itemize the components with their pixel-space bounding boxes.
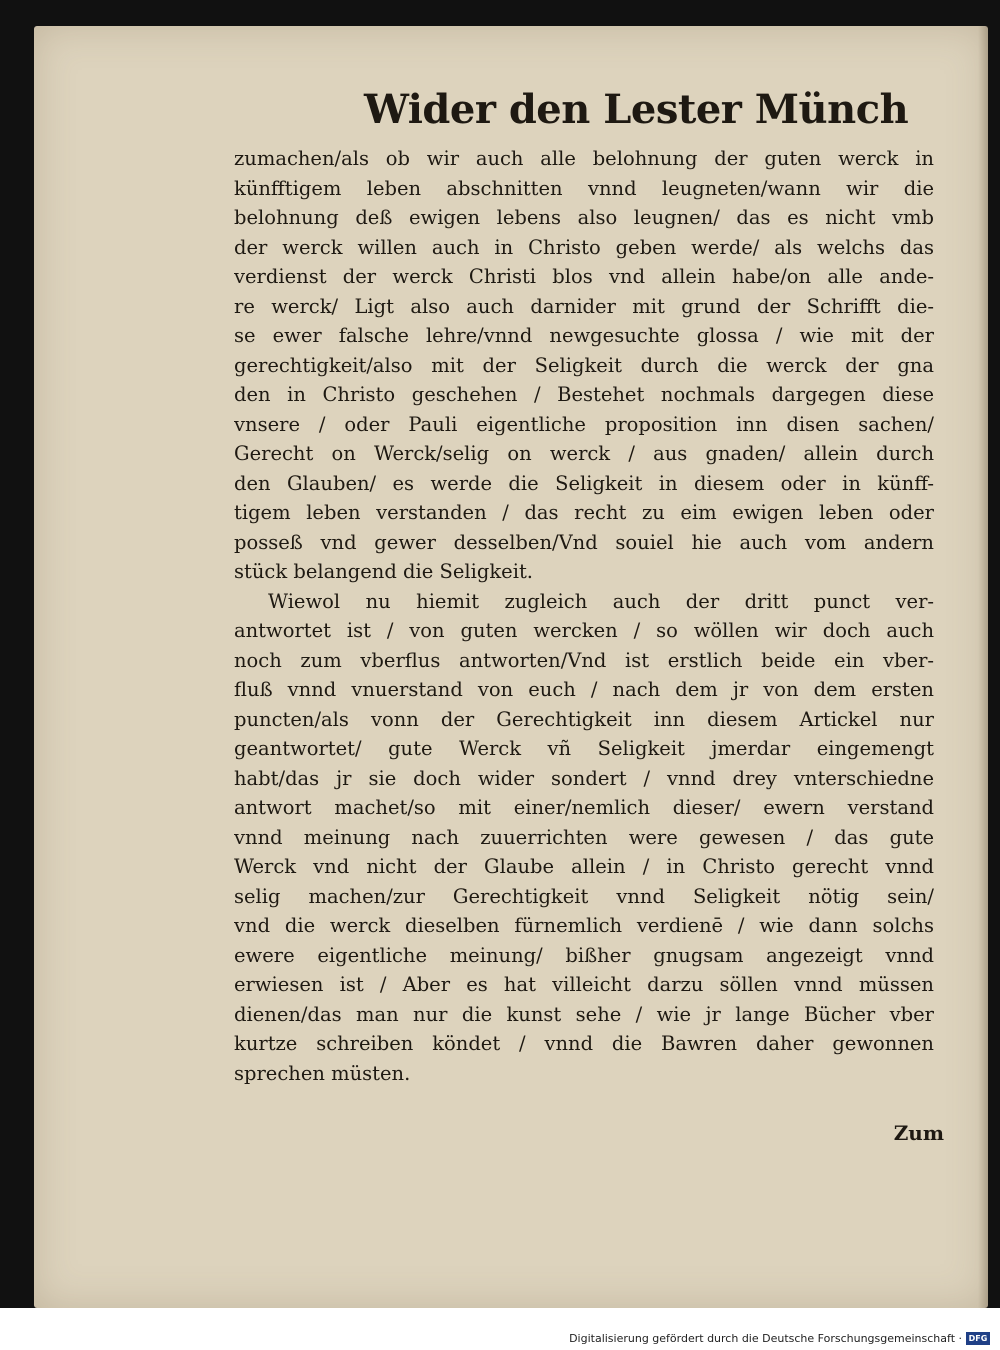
text-line: zumachen/als ob wir auch alle belohnung der guten werck in <box>234 147 934 170</box>
dfg-logo-icon: DFG <box>966 1332 990 1345</box>
text-line: stück belangend die Seligkeit. <box>234 560 533 583</box>
text-line: belohnung deß ewigen lebens also leugnen/ das es nicht vmb <box>234 206 934 229</box>
text-line: antwort machet/so mit einer/nemlich dieser/ ewern verstand <box>234 796 934 819</box>
text-line: gerechtigkeit/also mit der Seligkeit durch die werck der gna <box>234 353 934 377</box>
text-line: posseß vnd gewer desselben/Vnd souiel hie auch vom andern <box>234 530 934 554</box>
text-line: antwortet ist / von guten wercken / so wöllen wir doch auch <box>234 619 934 642</box>
text-line: ewere eigentliche meinung/ bißher gnugsam angezeigt vnnd <box>234 943 934 967</box>
text-line: künfftigem leben abschnitten vnnd leugneten/wann wir die <box>234 176 934 200</box>
text-line: kurtze schreiben köndet / vnnd die Bawren daher gewonnen <box>234 1032 934 1055</box>
running-head: Wider den Lester Münch <box>364 86 909 133</box>
text-line: se ewer falsche lehre/vnnd newgesuchte glossa / wie mit der <box>234 324 934 347</box>
text-line: Wiewol nu hiemit zugleich auch der dritt punct ver- <box>268 589 934 613</box>
footer-bar <box>0 1308 1000 1350</box>
text-line: fluß vnnd vnuerstand von euch / nach dem jr von dem ersten <box>234 678 934 701</box>
text-line: verdienst der werck Christi blos vnd allein habe/on alle ande- <box>234 265 934 288</box>
text-line: vnsere / oder Pauli eigentliche proposition inn disen sachen/ <box>234 412 934 436</box>
text-line: den in Christo geschehen / Bestehet nochmals dargegen diese <box>234 383 934 406</box>
text-line: puncten/als vonn der Gerechtigkeit inn diesem Artickel nur <box>234 707 934 731</box>
text-line: tigem leben verstanden / das recht zu eim ewigen leben oder <box>234 501 934 524</box>
text-line: Gerecht on Werck/selig on werck / aus gnaden/ allein durch <box>234 442 934 465</box>
text-line: re werck/ Ligt also auch darnider mit grund der Schrifft die- <box>234 294 934 318</box>
text-line: selig machen/zur Gerechtigkeit vnnd Seligkeit nötig sein/ <box>234 884 934 908</box>
text-line: habt/das jr sie doch wider sondert / vnnd drey vnterschiedne <box>234 766 934 790</box>
text-line: Werck vnd nicht der Glaube allein / in Christo gerecht vnnd <box>234 855 934 878</box>
text-line: der werck willen auch in Christo geben werde/ als welchs das <box>234 235 934 259</box>
text-line: vnnd meinung nach zuuerrichten were gewesen / das gute <box>234 825 934 849</box>
text-line: den Glauben/ es werde die Seligkeit in diesem oder in künff- <box>234 471 934 495</box>
text-line: geantwortet/ gute Werck vñ Seligkeit jmerdar eingemengt <box>234 737 934 760</box>
book-page <box>34 26 988 1308</box>
text-line: erwiesen ist / Aber es hat villeicht darzu söllen vnnd müssen <box>234 973 934 996</box>
text-line: dienen/das man nur die kunst sehe / wie jr lange Bücher vber <box>234 1002 934 1026</box>
text-line: sprechen müsten. <box>234 1061 411 1085</box>
funding-credit: Digitalisierung gefördert durch die Deutsche Forschungsgemeinschaft · <box>569 1332 962 1345</box>
body-text <box>234 144 934 1088</box>
catchword: Zum <box>893 1121 944 1145</box>
text-line: vnd die werck dieselben fürnemlich verdienē / wie dann solchs <box>234 914 934 937</box>
text-line: noch zum vberflus antworten/Vnd ist erstlich beide ein vber- <box>234 648 934 672</box>
